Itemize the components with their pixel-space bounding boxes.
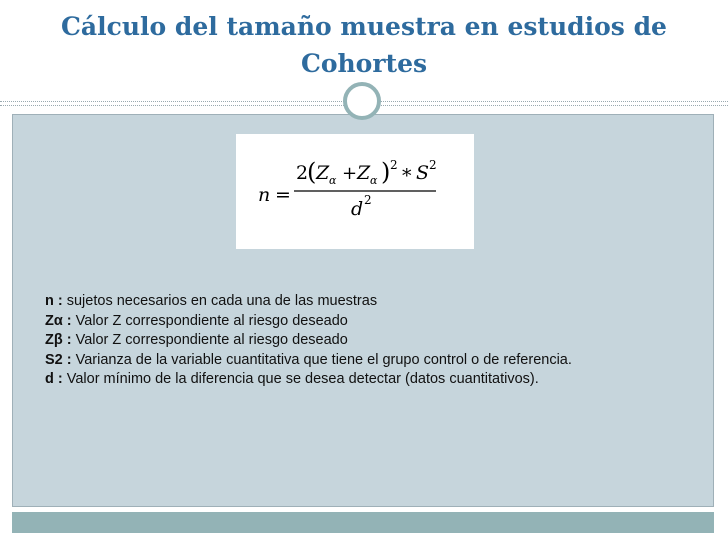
definition-z-beta: Zβ : Valor Z correspondiente al riesgo deseado — [45, 332, 348, 348]
formula-plus: + — [342, 163, 358, 184]
formula-open-paren: ( — [307, 158, 317, 186]
formula-lhs: n — [258, 184, 271, 206]
formula-close-paren: ) — [381, 158, 391, 186]
formula-sub-alpha-2: α — [370, 174, 378, 187]
definition-d: d : Valor mínimo de la diferencia que se desea detectar (datos cuantitativos). — [45, 371, 539, 387]
formula-s: S — [416, 162, 430, 184]
definitions-list — [45, 292, 685, 390]
sample-size-formula — [236, 134, 474, 249]
formula-denominator-d: d — [351, 198, 364, 220]
definition-z-alpha: Zα : Valor Z correspondiente al riesgo deseado — [45, 312, 348, 329]
definition-s2: S2 : Varianza de la variable cuantitativa que tiene el grupo control o de referencia. — [45, 351, 572, 368]
formula-sub-alpha-1: α — [329, 174, 337, 187]
formula-times: * — [402, 165, 412, 187]
formula-z-alpha: Z — [316, 162, 330, 184]
formula-exp-1: 2 — [390, 158, 398, 172]
footer-bar — [12, 512, 714, 533]
formula-exp-2: 2 — [429, 158, 437, 172]
formula-z-beta: Z — [357, 162, 371, 184]
ring-ornament — [343, 82, 381, 120]
definition-n: n : sujetos necesarios en cada una de las muestras — [45, 293, 378, 309]
formula-exp-3: 2 — [364, 193, 372, 207]
formula-equals: = — [275, 184, 291, 206]
slide-title: Cálculo del tamaño muestra en estudios de Cohortes — [61, 12, 667, 78]
formula-coeff: 2 — [296, 162, 309, 184]
formula-image — [236, 134, 474, 249]
